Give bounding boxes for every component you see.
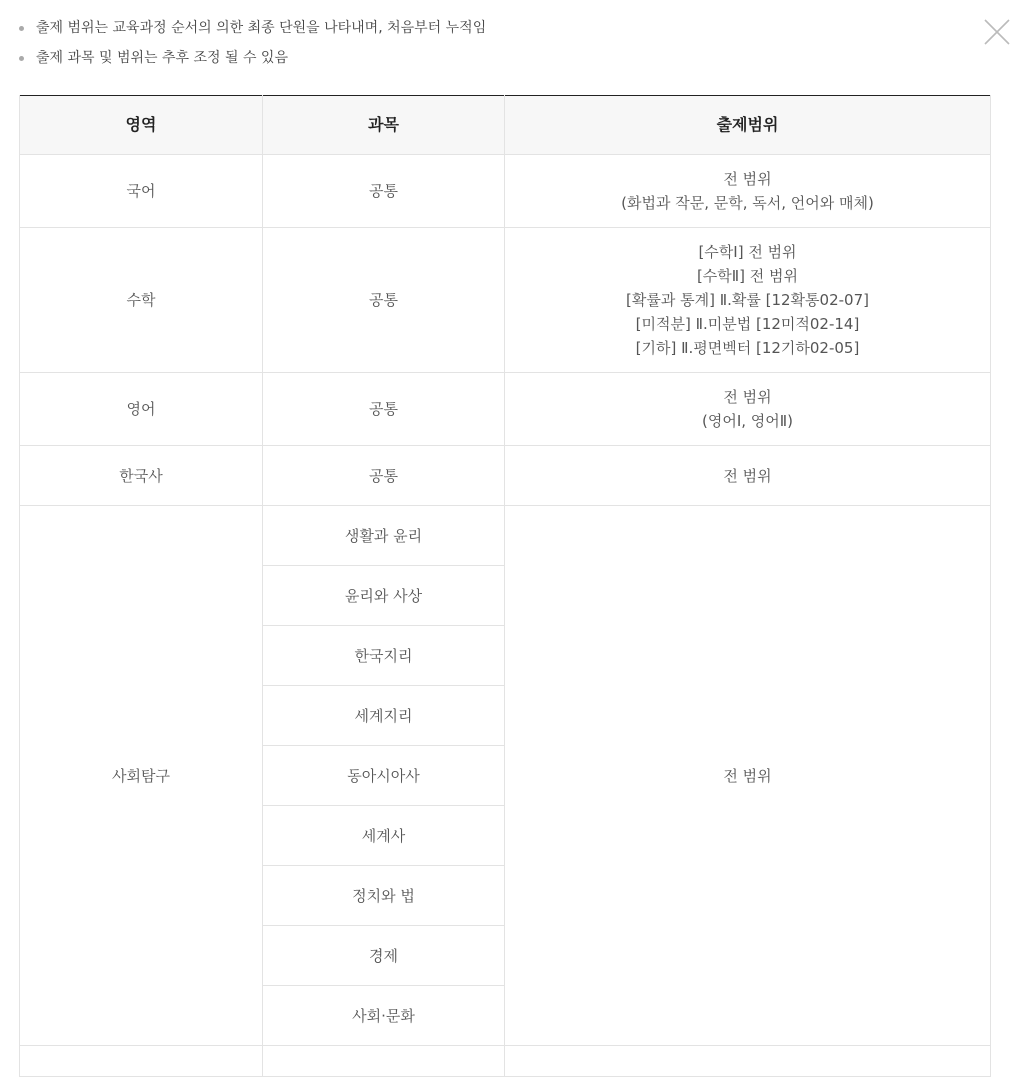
area-cell bbox=[20, 1046, 263, 1077]
range-cell: 전 범위 bbox=[505, 506, 991, 1046]
notice-item bbox=[18, 44, 486, 74]
range-cell: 전 범위 bbox=[505, 446, 991, 506]
subject-cell: 윤리와 사상 bbox=[263, 566, 505, 626]
range-line: [기하] Ⅱ.평면벡터 [12기하02-05] bbox=[635, 339, 860, 357]
range-line: (화법과 작문, 문학, 독서, 언어와 매체) bbox=[621, 194, 874, 212]
subject-cell: 한국지리 bbox=[263, 626, 505, 686]
notice-text: 출제 범위는 교육과정 순서의 의한 최종 단원을 나타내며, 처음부터 누적임 bbox=[36, 20, 487, 36]
subject-cell: 공통 bbox=[263, 155, 505, 228]
subject-cell bbox=[263, 1046, 505, 1077]
table-row bbox=[20, 446, 991, 506]
area-cell: 국어 bbox=[20, 155, 263, 228]
exam-range-table bbox=[19, 95, 991, 1077]
subject-cell: 사회·문화 bbox=[263, 986, 505, 1046]
subject-cell: 경제 bbox=[263, 926, 505, 986]
table-row bbox=[20, 228, 991, 373]
range-cell bbox=[505, 373, 991, 446]
notice-list bbox=[18, 14, 486, 74]
close-button[interactable] bbox=[984, 19, 1010, 45]
table-row bbox=[20, 373, 991, 446]
notice-text: 출제 과목 및 범위는 추후 조정 될 수 있음 bbox=[36, 50, 288, 66]
bullet-dot-icon bbox=[19, 26, 24, 31]
subject-cell: 생활과 윤리 bbox=[263, 506, 505, 566]
range-cell bbox=[505, 228, 991, 373]
subject-cell: 공통 bbox=[263, 228, 505, 373]
subject-cell: 공통 bbox=[263, 446, 505, 506]
notice-item bbox=[18, 14, 486, 44]
range-line: [확률과 통계] Ⅱ.확률 [12확통02-07] bbox=[626, 291, 869, 309]
range-line: [미적분] Ⅱ.미분법 [12미적02-14] bbox=[635, 315, 860, 333]
bullet-dot-icon bbox=[19, 56, 24, 61]
table-row bbox=[20, 1046, 991, 1077]
subject-cell: 정치와 법 bbox=[263, 866, 505, 926]
subject-cell: 세계지리 bbox=[263, 686, 505, 746]
range-line: [수학Ⅱ] 전 범위 bbox=[696, 267, 799, 285]
range-line: (영어Ⅰ, 영어Ⅱ) bbox=[701, 412, 793, 430]
table-row bbox=[20, 506, 991, 566]
range-line: [수학Ⅰ] 전 범위 bbox=[698, 243, 797, 261]
header-area: 영역 bbox=[20, 96, 263, 155]
subject-cell: 동아시아사 bbox=[263, 746, 505, 806]
range-cell bbox=[505, 155, 991, 228]
header-subject: 과목 bbox=[263, 96, 505, 155]
subject-cell: 공통 bbox=[263, 373, 505, 446]
table-row bbox=[20, 155, 991, 228]
range-line: 전 범위 bbox=[723, 170, 772, 188]
area-cell: 영어 bbox=[20, 373, 263, 446]
range-line: 전 범위 bbox=[723, 388, 772, 406]
table-header-row bbox=[20, 96, 991, 155]
subject-cell: 세계사 bbox=[263, 806, 505, 866]
area-cell: 사회탐구 bbox=[20, 506, 263, 1046]
range-cell bbox=[505, 1046, 991, 1077]
area-cell: 수학 bbox=[20, 228, 263, 373]
header-range: 출제범위 bbox=[505, 96, 991, 155]
area-cell: 한국사 bbox=[20, 446, 263, 506]
close-icon bbox=[984, 19, 1010, 45]
